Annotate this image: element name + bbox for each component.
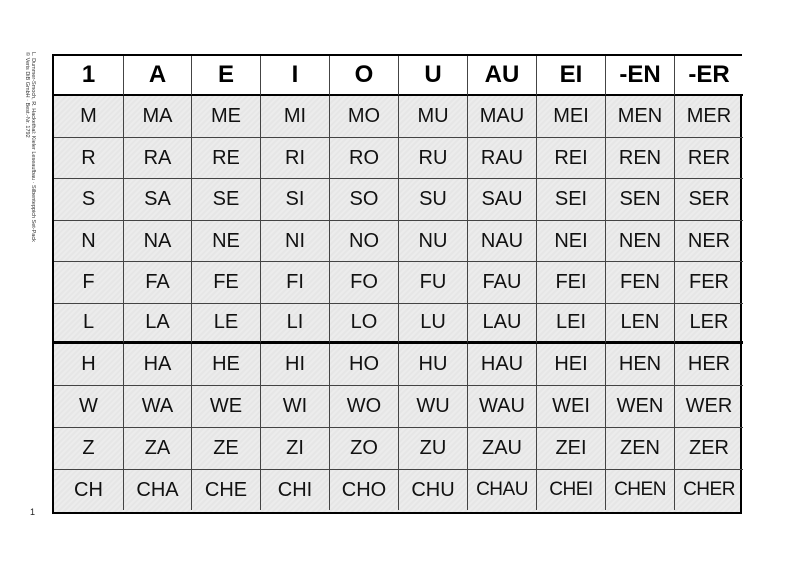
syllable-cell: MEI — [537, 96, 606, 138]
syllable-cell: RAU — [468, 138, 537, 179]
syllable-cell: CHO — [330, 470, 399, 510]
syllable-cell: NEI — [537, 221, 606, 262]
syllable-cell: HER — [675, 344, 743, 386]
syllable-cell: NEN — [606, 221, 675, 262]
credit-line-publisher: © Veris DiB GmbH · Best.-Nr. 1792 — [24, 52, 30, 138]
header-cell: -ER — [675, 56, 743, 96]
syllable-cell: WE — [192, 386, 261, 428]
header-cell: I — [261, 56, 330, 96]
syllable-cell: LEN — [606, 304, 675, 344]
syllable-cell: FA — [124, 262, 192, 304]
syllable-cell: ZAU — [468, 428, 537, 470]
syllable-cell: SER — [675, 179, 743, 221]
syllable-cell: CHEI — [537, 470, 606, 510]
consonant-cell: L — [54, 304, 124, 344]
syllable-cell: FE — [192, 262, 261, 304]
syllable-cell: HI — [261, 344, 330, 386]
credit-line-authors: L. Dummer-Smoch, R. Hackethal: Kieler Leseaufbau · Silbenteppich Set-Pack — [30, 52, 36, 242]
syllable-cell: ZER — [675, 428, 743, 470]
syllable-cell: MI — [261, 96, 330, 138]
consonant-cell: H — [54, 344, 124, 386]
syllable-cell: CHAU — [468, 470, 537, 510]
syllable-cell: ZI — [261, 428, 330, 470]
syllable-cell: NE — [192, 221, 261, 262]
syllable-grid — [52, 54, 742, 514]
consonant-cell: R — [54, 138, 124, 179]
syllable-cell: CHI — [261, 470, 330, 510]
syllable-cell: REN — [606, 138, 675, 179]
header-cell: AU — [468, 56, 537, 96]
syllable-cell: SU — [399, 179, 468, 221]
syllable-cell: MA — [124, 96, 192, 138]
syllable-cell: ME — [192, 96, 261, 138]
consonant-cell: W — [54, 386, 124, 428]
syllable-cell: ZO — [330, 428, 399, 470]
syllable-cell: HO — [330, 344, 399, 386]
syllable-cell: FI — [261, 262, 330, 304]
syllable-cell: SA — [124, 179, 192, 221]
syllable-cell: NAU — [468, 221, 537, 262]
syllable-cell: HAU — [468, 344, 537, 386]
syllable-cell: CHER — [683, 479, 735, 500]
syllable-cell: FER — [675, 262, 743, 304]
header-cell: EI — [537, 56, 606, 96]
syllable-cell: RU — [399, 138, 468, 179]
syllable-cell: SO — [330, 179, 399, 221]
syllable-cell: MO — [330, 96, 399, 138]
syllable-cell: FU — [399, 262, 468, 304]
syllable-cell: FAU — [468, 262, 537, 304]
syllable-cell: LAU — [468, 304, 537, 344]
syllable-cell: ZU — [399, 428, 468, 470]
syllable-cell: SEI — [537, 179, 606, 221]
header-cell: -EN — [606, 56, 675, 96]
syllable-cell: LE — [192, 304, 261, 344]
syllable-cell: FEN — [606, 262, 675, 304]
consonant-cell: CH — [54, 470, 124, 510]
syllable-cell: RE — [192, 138, 261, 179]
consonant-cell: Z — [54, 428, 124, 470]
syllable-cell: ZEN — [606, 428, 675, 470]
header-cell: O — [330, 56, 399, 96]
syllable-cell: CHA — [124, 470, 192, 510]
page-number: 1 — [30, 507, 36, 517]
syllable-cell: WU — [399, 386, 468, 428]
syllable-cell: RA — [124, 138, 192, 179]
syllable-cell: HU — [399, 344, 468, 386]
header-cell: E — [192, 56, 261, 96]
syllable-cell: ZEI — [537, 428, 606, 470]
syllable-cell: SI — [261, 179, 330, 221]
header-cell: 1 — [54, 56, 124, 96]
syllable-cell: MER — [675, 96, 743, 138]
syllable-cell: RER — [675, 138, 743, 179]
syllable-cell: LEI — [537, 304, 606, 344]
consonant-cell: M — [54, 96, 124, 138]
syllable-cell: NA — [124, 221, 192, 262]
syllable-cell: REI — [537, 138, 606, 179]
syllable-cell: CHEN — [606, 470, 675, 510]
syllable-cell: HA — [124, 344, 192, 386]
syllable-cell: SAU — [468, 179, 537, 221]
syllable-cell: SE — [192, 179, 261, 221]
syllable-cell: CHE — [192, 470, 261, 510]
syllable-cell: LI — [261, 304, 330, 344]
syllable-cell: WEN — [606, 386, 675, 428]
consonant-cell: F — [54, 262, 124, 304]
syllable-cell: NI — [261, 221, 330, 262]
syllable-cell: WI — [261, 386, 330, 428]
syllable-cell: FEI — [537, 262, 606, 304]
syllable-cell: NU — [399, 221, 468, 262]
syllable-cell: NER — [675, 221, 743, 262]
header-cell: U — [399, 56, 468, 96]
syllable-cell: MU — [399, 96, 468, 138]
syllable-cell: SEN — [606, 179, 675, 221]
syllable-cell: CHU — [399, 470, 468, 510]
syllable-cell: LA — [124, 304, 192, 344]
syllable-cell: MEN — [606, 96, 675, 138]
copyright-credit — [26, 52, 36, 352]
syllable-cell: WER — [675, 386, 743, 428]
syllable-cell: MAU — [468, 96, 537, 138]
syllable-cell: LU — [399, 304, 468, 344]
syllable-cell: HEI — [537, 344, 606, 386]
syllable-cell: NO — [330, 221, 399, 262]
syllable-cell: HEN — [606, 344, 675, 386]
syllable-cell: LO — [330, 304, 399, 344]
syllable-cell: FO — [330, 262, 399, 304]
syllable-cell: HE — [192, 344, 261, 386]
syllable-cell: ZE — [192, 428, 261, 470]
syllable-cell: WAU — [468, 386, 537, 428]
consonant-cell: S — [54, 179, 124, 221]
header-cell: A — [124, 56, 192, 96]
syllable-cell: RI — [261, 138, 330, 179]
syllable-cell: WA — [124, 386, 192, 428]
syllable-cell: ZA — [124, 428, 192, 470]
syllable-cell: WO — [330, 386, 399, 428]
syllable-cell: RO — [330, 138, 399, 179]
consonant-cell: N — [54, 221, 124, 262]
syllable-cell: LER — [675, 304, 743, 344]
syllable-cell: WEI — [537, 386, 606, 428]
